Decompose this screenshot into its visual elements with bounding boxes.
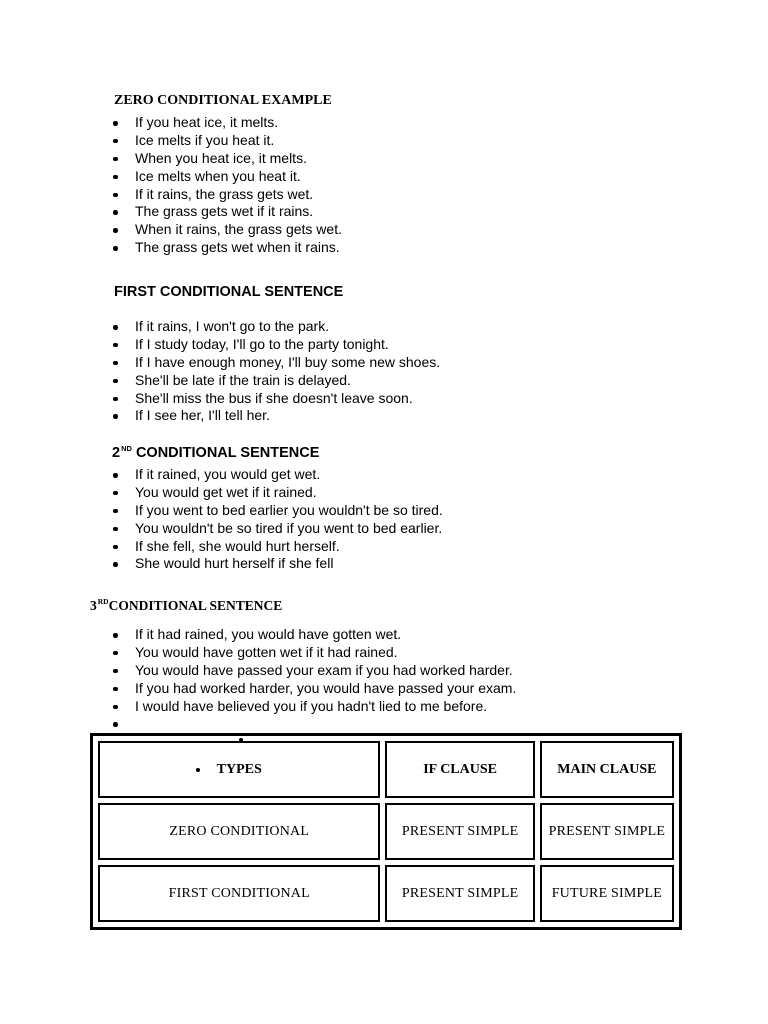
bullet-icon (113, 509, 118, 514)
list-item: The grass gets wet when it rains. (112, 239, 342, 257)
conditionals-table (90, 733, 682, 930)
list-item: I would have believed you if you hadn't lied to me before. (112, 698, 516, 716)
third-conditional-heading: 3RDCONDITIONAL SENTENCE (90, 597, 283, 613)
zero-conditional-list (112, 114, 342, 257)
zero-conditional-heading: ZERO CONDITIONAL EXAMPLE (114, 93, 332, 108)
bullet-icon (113, 175, 118, 180)
table-row (98, 865, 674, 922)
bullet-icon (113, 210, 118, 215)
bullet-icon (113, 397, 118, 402)
list-item: If I see her, I'll tell her. (112, 407, 440, 425)
bullet-icon (113, 157, 118, 162)
bullet-icon (113, 379, 118, 384)
list-item: You would get wet if it rained. (112, 484, 443, 502)
bullet-icon (239, 738, 244, 743)
header-cell-main-clause: MAIN CLAUSE (540, 741, 674, 798)
bullet-icon (113, 414, 118, 419)
table-cell: FIRST CONDITIONAL (98, 865, 380, 922)
bullet-icon (113, 705, 118, 710)
bullet-icon (113, 491, 118, 496)
first-conditional-heading: FIRST CONDITIONAL SENTENCE (114, 284, 344, 300)
list-item: She would hurt herself if she fell (112, 555, 443, 573)
bullet-icon (113, 562, 118, 567)
list-item: If you heat ice, it melts. (112, 114, 342, 132)
bullet-icon (113, 246, 118, 251)
bullet-icon (113, 121, 118, 126)
list-item: If I study today, I'll go to the party tonight. (112, 336, 440, 354)
bullet-icon (113, 527, 118, 532)
table-cell: FUTURE SIMPLE (540, 865, 674, 922)
list-item (112, 715, 516, 733)
third-conditional-list (112, 626, 516, 733)
second-conditional-heading: 2ND CONDITIONAL SENTENCE (112, 444, 320, 461)
bullet-icon (113, 193, 118, 198)
table-cell: ZERO CONDITIONAL (98, 803, 380, 860)
bullet-icon (113, 669, 118, 674)
bullet-icon (113, 722, 118, 727)
list-item: If it rains, I won't go to the park. (112, 318, 440, 336)
list-item: Ice melts if you heat it. (112, 132, 342, 150)
list-item: When you heat ice, it melts. (112, 150, 342, 168)
bullet-icon (113, 545, 118, 550)
bullet-icon (113, 473, 118, 478)
list-item: If it had rained, you would have gotten wet. (112, 626, 516, 644)
list-item: If she fell, she would hurt herself. (112, 538, 443, 556)
bullet-icon (113, 633, 118, 638)
bullet-icon (113, 325, 118, 330)
second-conditional-list (112, 466, 443, 573)
table-header-row (98, 741, 674, 798)
list-item: When it rains, the grass gets wet. (112, 221, 342, 239)
table-cell: PRESENT SIMPLE (385, 865, 534, 922)
list-item: You would have passed your exam if you had worked harder. (112, 662, 516, 680)
bullet-icon (113, 361, 118, 366)
bullet-icon (113, 139, 118, 144)
list-item: You wouldn't be so tired if you went to bed earlier. (112, 520, 443, 538)
bullet-icon (113, 343, 118, 348)
bullet-icon (196, 768, 201, 773)
table-row (98, 803, 674, 860)
list-item: The grass gets wet if it rains. (112, 203, 342, 221)
list-item: If it rains, the grass gets wet. (112, 186, 342, 204)
header-cell-types: TYPES (98, 741, 380, 798)
list-item: If it rained, you would get wet. (112, 466, 443, 484)
list-item: You would have gotten wet if it had rained. (112, 644, 516, 662)
list-item: If you had worked harder, you would have passed your exam. (112, 680, 516, 698)
list-item: She'll be late if the train is delayed. (112, 372, 440, 390)
list-item: Ice melts when you heat it. (112, 168, 342, 186)
list-item: If you went to bed earlier you wouldn't be so tired. (112, 502, 443, 520)
bullet-icon (113, 228, 118, 233)
bullet-icon (113, 687, 118, 692)
table-cell: PRESENT SIMPLE (385, 803, 534, 860)
header-cell-if-clause: IF CLAUSE (385, 741, 534, 798)
list-item: If I have enough money, I'll buy some new shoes. (112, 354, 440, 372)
table-cell: PRESENT SIMPLE (540, 803, 674, 860)
bullet-icon (113, 651, 118, 656)
list-item: She'll miss the bus if she doesn't leave soon. (112, 390, 440, 408)
first-conditional-list (112, 318, 440, 425)
